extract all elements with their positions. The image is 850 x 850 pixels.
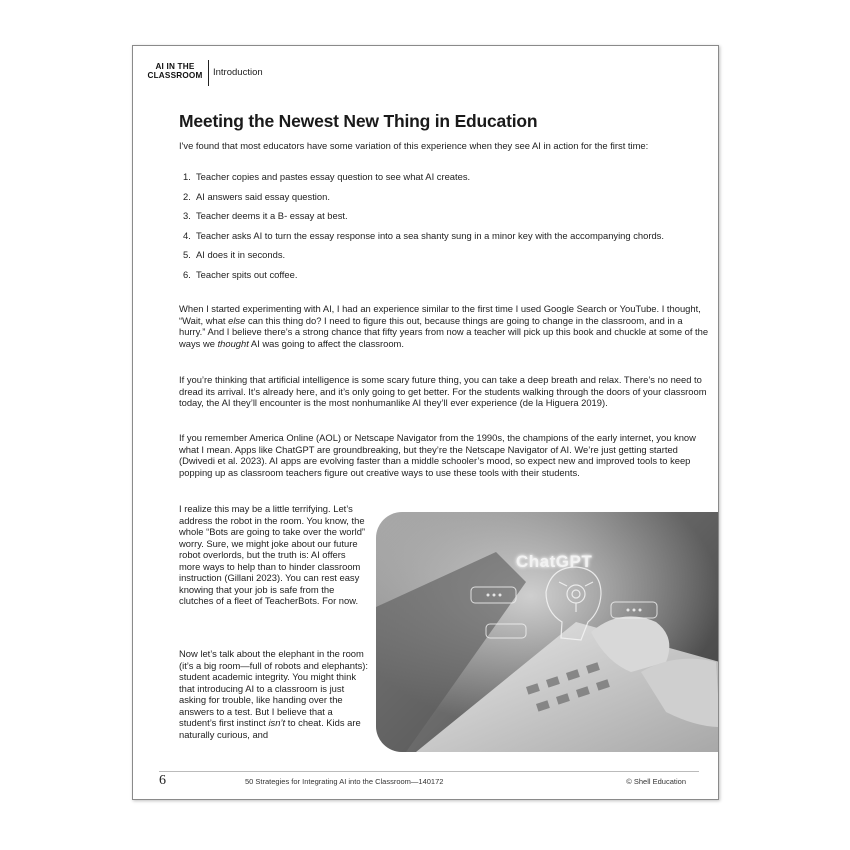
intro-paragraph: I've found that most educators have some variation of this experience when they see AI in action for the first time: <box>179 140 649 151</box>
laptop-chatgpt-photo <box>376 512 719 752</box>
list-item-number: 4. <box>183 229 191 241</box>
list-item <box>183 171 693 183</box>
paragraph-aol-netscape: If you remember America Online (AOL) or Netscape Navigator from the 1990s, the champions of the early internet, you know what I mean. Apps like ChatGPT are groundbreaking, but they’re the Netscape Navigator of AI. We’re just getting started (Dwivedi et al. 2023). AI apps are evolving faster than a middle schooler’s mood, so expect new and improved tools to keep popping up as classroom teachers figure out creative ways to use these tools with their students. <box>179 432 696 478</box>
book-title-footer: 50 Strategies for Integrating AI into the Classroom—140172 <box>245 777 444 786</box>
list-item-number: 2. <box>183 190 191 202</box>
chatgpt-hologram-label: ChatGPT <box>516 552 593 571</box>
list-item-text: Teacher spits out coffee. <box>196 268 298 280</box>
steps-list <box>183 171 693 288</box>
book-page <box>132 45 719 800</box>
brand-line-1: AI IN THE <box>155 62 195 71</box>
page-title: Meeting the Newest New Thing in Education <box>179 111 538 131</box>
list-item <box>183 269 693 281</box>
section-label: Introduction <box>213 67 263 78</box>
page-number: 6 <box>159 773 166 788</box>
list-item-text: Teacher deems it a B- essay at best. <box>196 210 348 221</box>
brand-logo <box>143 62 207 80</box>
list-item-text: Teacher asks AI to turn the essay response into a sea shanty sung in a minor key with the accompanying chords. <box>196 229 664 241</box>
publisher-credit: © Shell Education <box>626 777 686 786</box>
list-item-number: 5. <box>183 249 191 260</box>
list-item <box>183 210 693 222</box>
header-divider <box>208 60 209 86</box>
paragraph-elephant-in-room: Now let’s talk about the elephant in the room (it’s a big room—full of robots and elephants): student academic integrity. You might think that introducing AI to a classroom is just asking for trouble, like handing over the answers to a test. But I believe that a student’s first instinct isn’t to cheat. Kids are naturally curious, and <box>179 648 368 740</box>
list-item <box>183 230 693 242</box>
paragraph-google-search: When I started experimenting with AI, I had an experience similar to the first time I used Google Search or YouTube. I thought, “Wait, what else can this thing do? I need to figure this out, because things are going to change in the classroom, and in a hurry.” And I believe there’s a strong chance that fifty years from now a teacher will pick up this book and chuckle at some of the ways we thought AI was going to affect the classroom. <box>179 303 709 349</box>
list-item-number: 1. <box>183 171 191 182</box>
footer-divider <box>159 771 699 772</box>
paragraph-scary-future: If you’re thinking that artificial intelligence is some scary future thing, you can take a deep breath and relax. There’s no need to dread its arrival. It’s already here, and it’s only going to get better. For the students walking through the doors of your classroom today, the AI they’ll encounter is the most nonhumanlike AI they’ll ever experience (de la Higuera 2019). <box>179 374 707 408</box>
photo-illustration <box>376 512 719 752</box>
paragraph-robot-in-room: I realize this may be a little terrifying. Let’s address the robot in the room. You know, the whole “Bots are going to take over the world” worry. Sure, we might joke about our future robot overlords, but the truth is: AI offers more ways to help than to hinder classroom instruction (Gillani 2023). You can rest easy knowing that your job is safe from the clutches of a fleet of TeacherBots. For now. <box>179 503 366 606</box>
list-item-number: 3. <box>183 210 191 221</box>
list-item <box>183 249 693 261</box>
brand-line-2: CLASSROOM <box>147 71 203 80</box>
list-item <box>183 191 693 203</box>
list-item-text: AI does it in seconds. <box>196 249 286 260</box>
list-item-number: 6. <box>183 268 191 280</box>
list-item-text: AI answers said essay question. <box>196 190 330 202</box>
list-item-text: Teacher copies and pastes essay question to see what AI creates. <box>196 171 471 182</box>
